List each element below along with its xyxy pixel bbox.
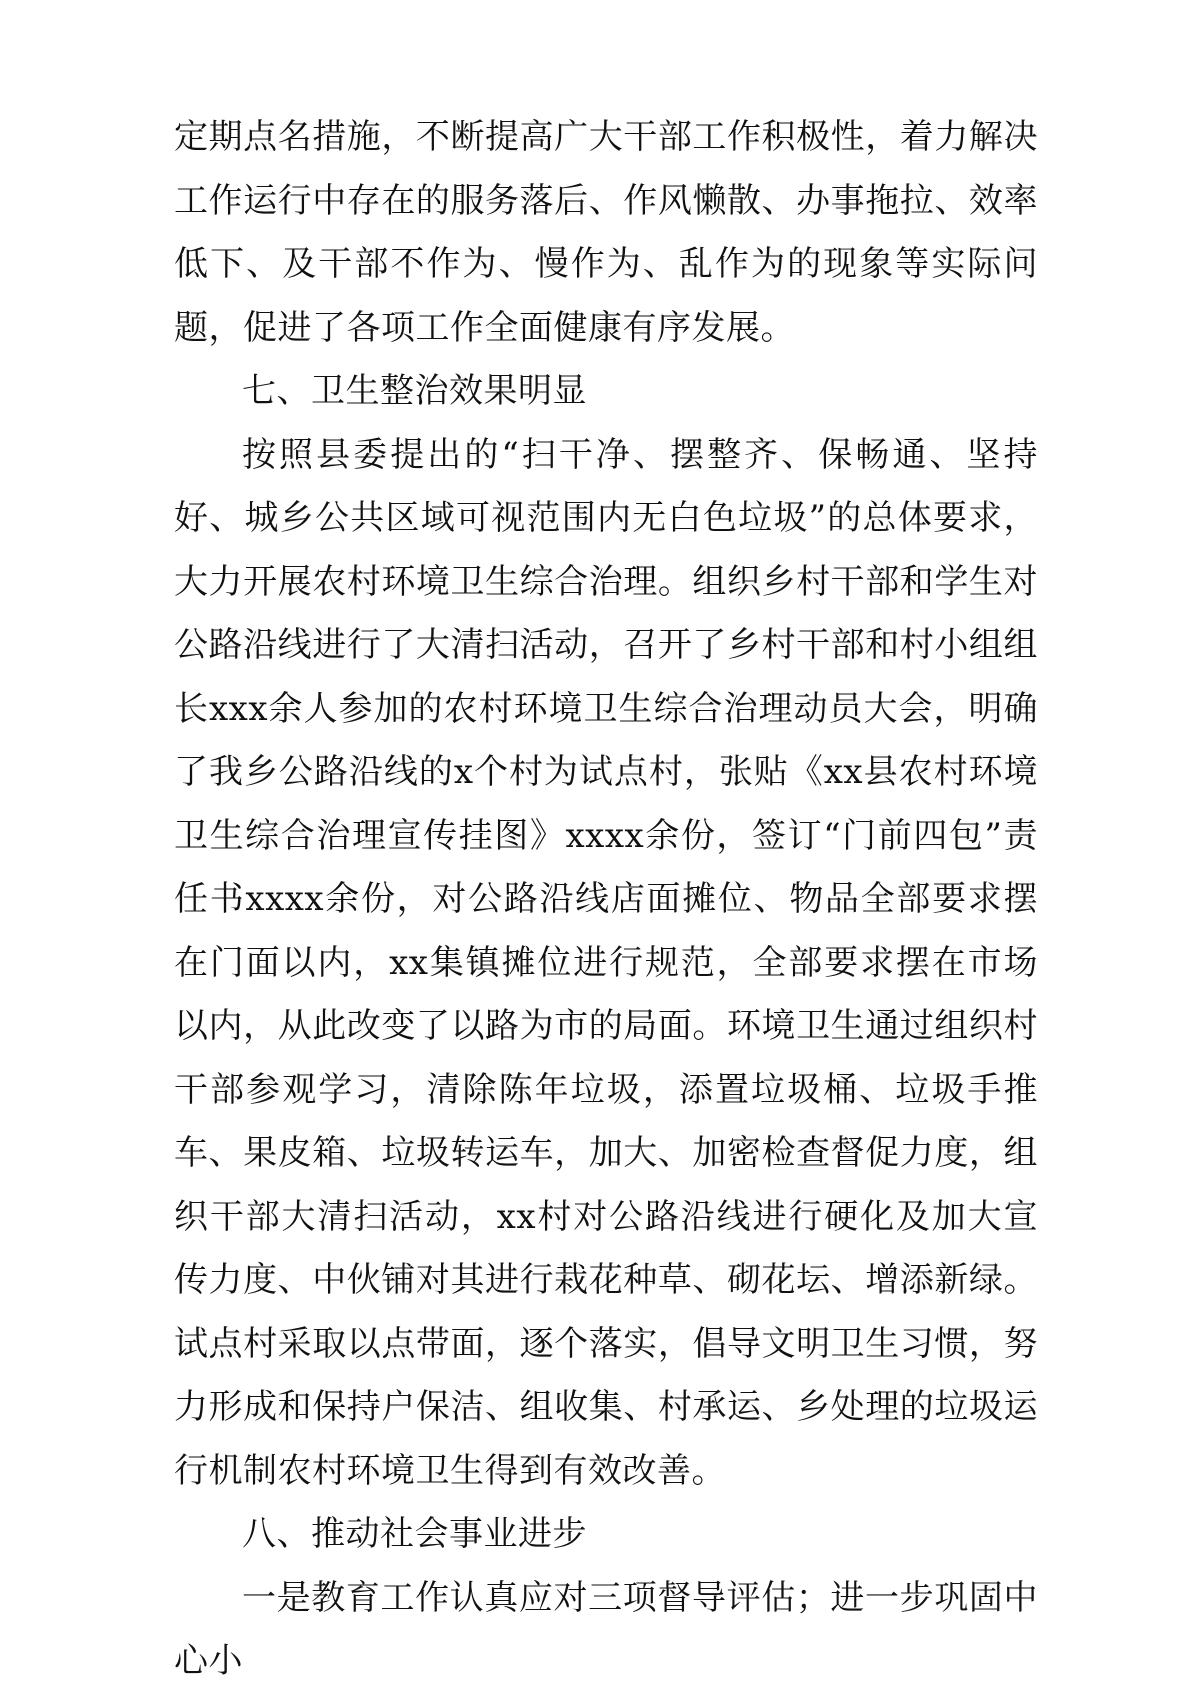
document-body [174, 106, 1038, 1694]
section-heading-eight: 八、推动社会事业进步 [242, 1514, 587, 1554]
paragraph-continuation: 定期点名措施，不断提高广大干部工作积极性，着力解决工作运行中存在的服务落后、作风懒散、办事拖拉、效率低下、及干部不作为、慢作为、乱作为的现象等实际问题，促进了各项工作全面健康有序发展。 [174, 117, 1038, 348]
paragraph-education: 一是教育工作认真应对三项督导评估；进一步巩固中心小 [174, 1577, 1038, 1681]
paragraph-sanitation: 按照县委提出的“扫干净、摆整齐、保畅通、坚持好、城乡公共区域可视范围内无白色垃圾”的总体要求，大力开展农村环境卫生综合治理。组织乡村干部和学生对公路沿线进行了大清扫活动，召开了乡村干部和村小组组长xxx余人参加的农村环境卫生综合治理动员大会，明确了我乡公路沿线的x个村为试点村，张贴《xx县农村环境卫生综合治理宣传挂图》xxxx余份，签订“门前四包”责任书xxxx余份，对公路沿线店面摊位、物品全部要求摆在门面以内，xx集镇摊位进行规范，全部要求摆在市场以内，从此改变了以路为市的局面。环境卫生通过组织村干部参观学习，清除陈年垃圾，添置垃圾桶、垃圾手推车、果皮箱、垃圾转运车，加大、加密检查督促力度，组织干部大清扫活动，xx村对公路沿线进行硬化及加大宣传力度、中伙铺对其进行栽花种草、砌花坛、增添新绿。试点村采取以点带面，逐个落实，倡导文明卫生习惯，努力形成和保持户保洁、组收集、村承运、乡处理的垃圾运行机制农村环境卫生得到有效改善。 [174, 434, 1038, 1491]
section-heading-seven: 七、卫生整治效果明显 [242, 371, 587, 411]
